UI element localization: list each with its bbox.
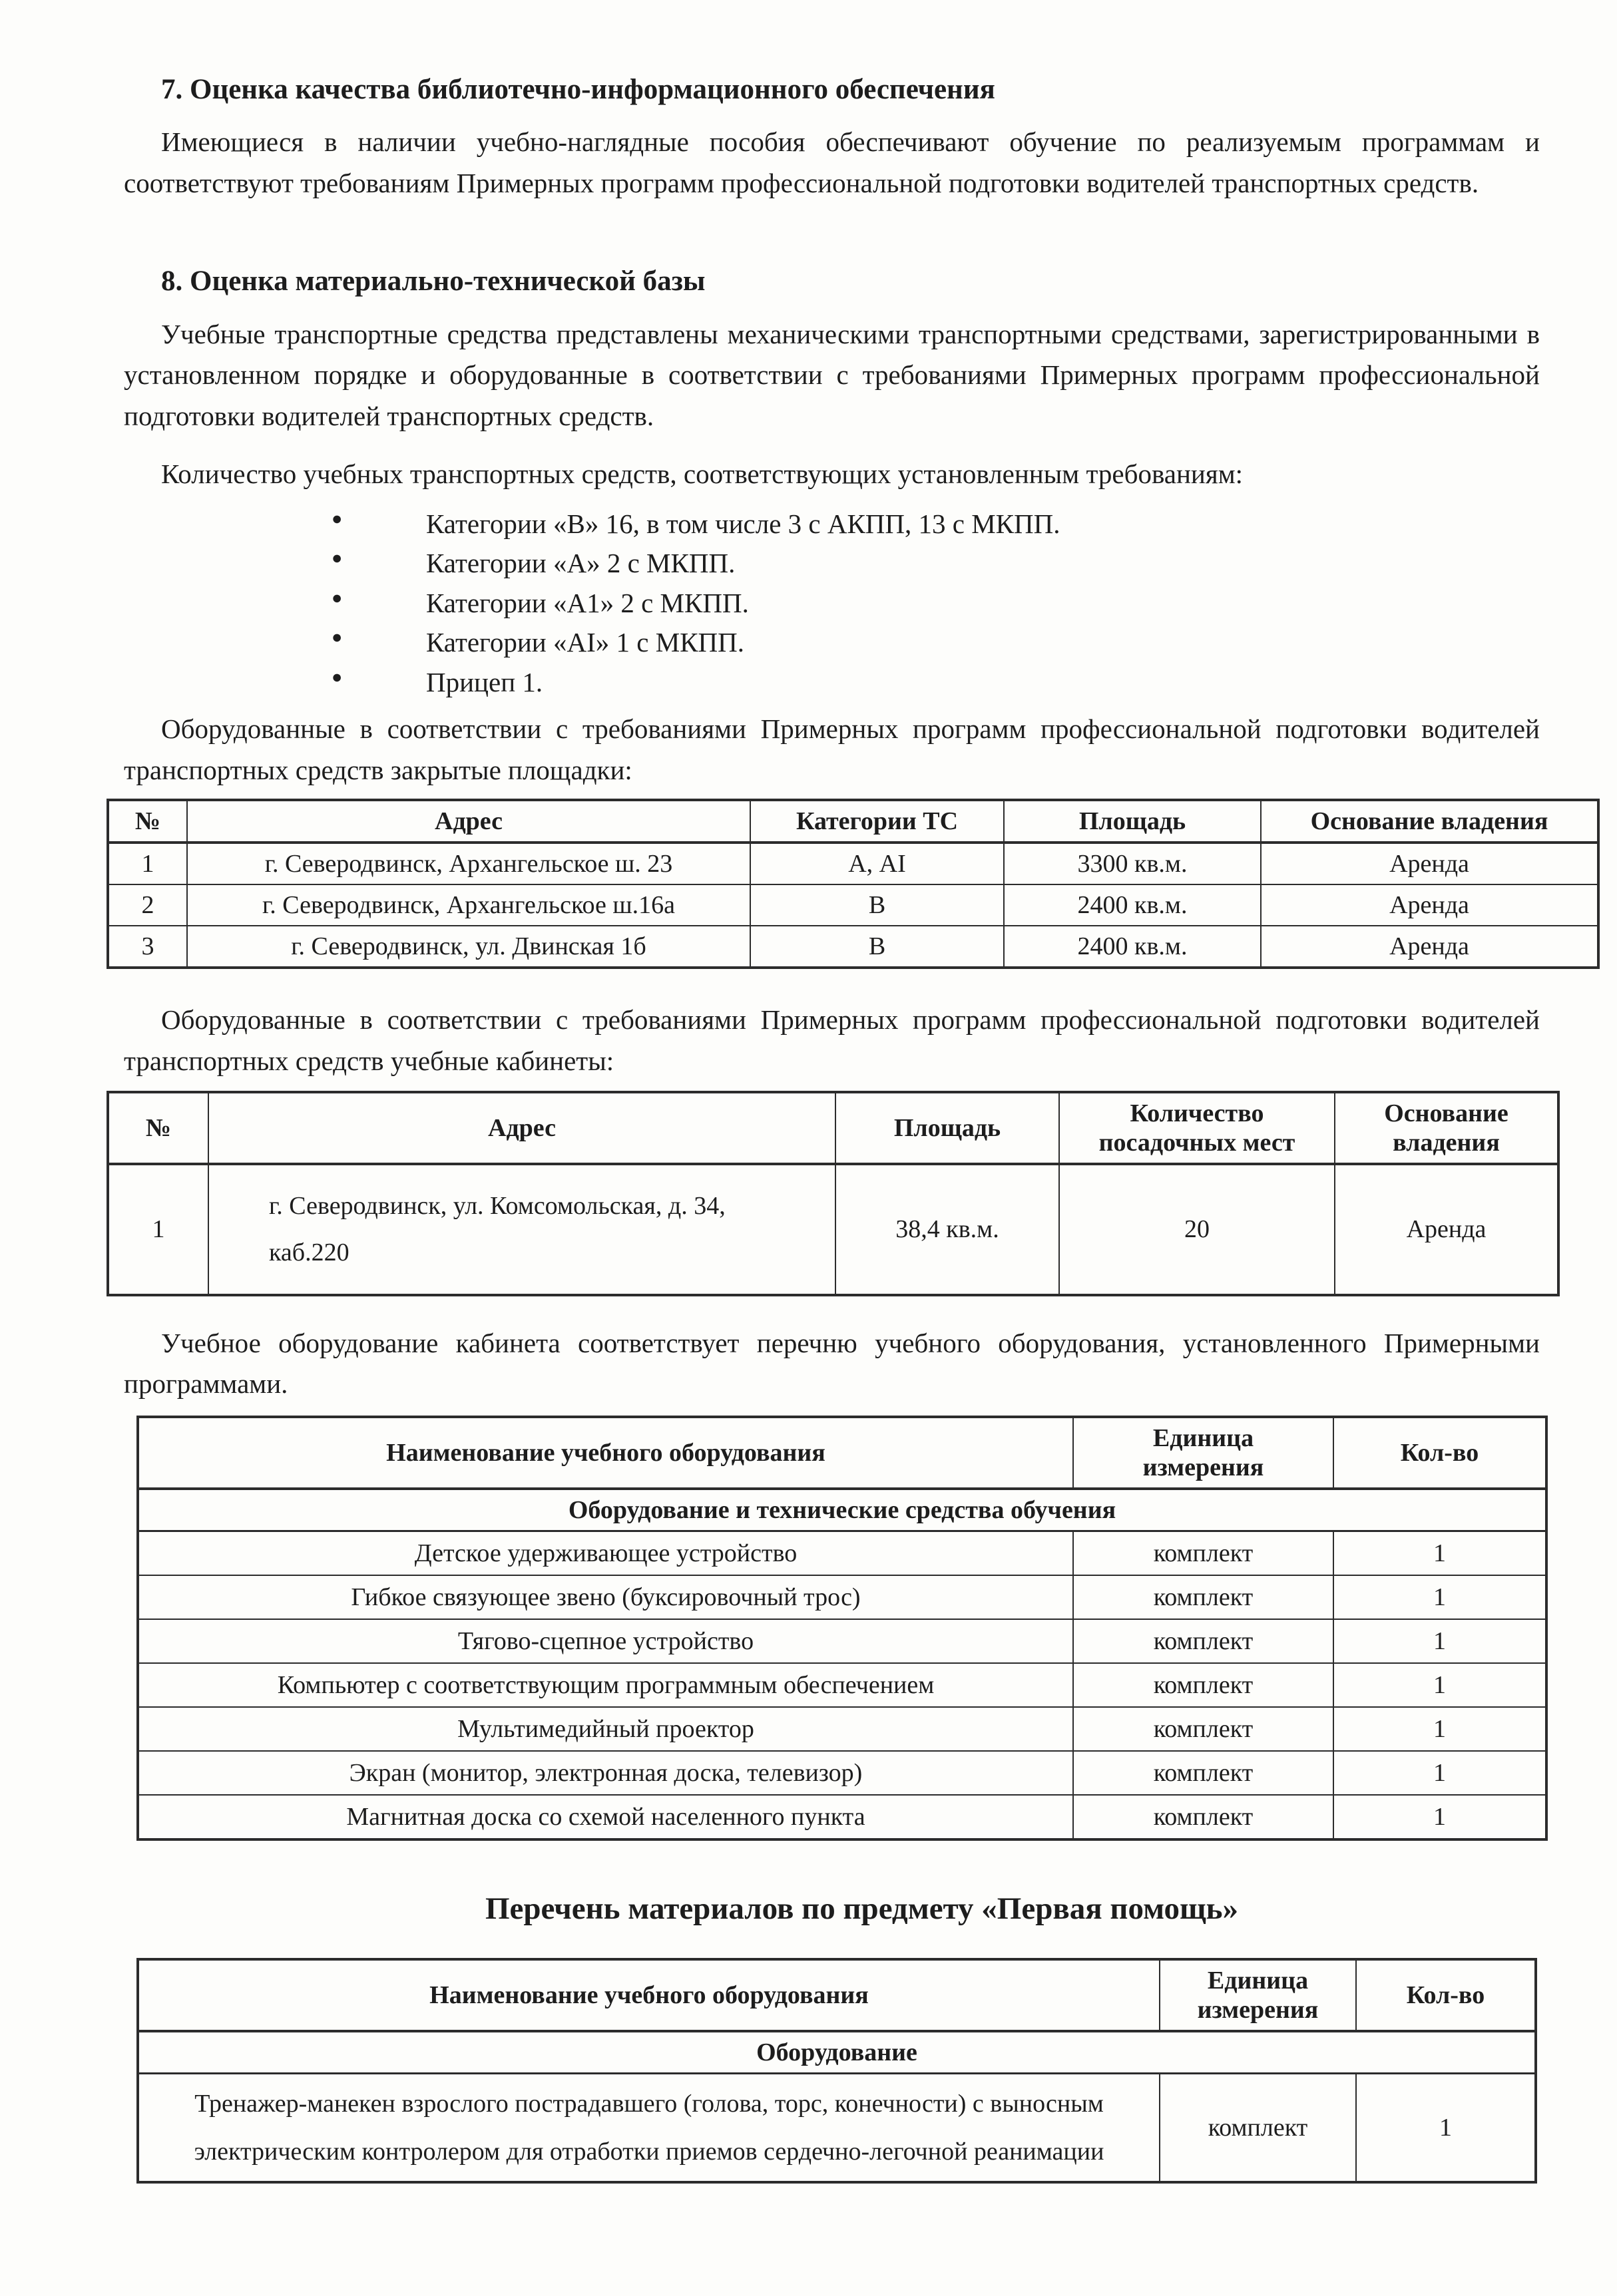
table-cell: г. Северодвинск, ул. Двинская 1б bbox=[187, 926, 750, 968]
column-header: Площадь bbox=[1004, 800, 1261, 843]
table-cell: Тренажер-манекен взрослого пострадавшего (голова, торс, конечности) с выносным электрическим контролером для отработки приемов сердечно-легочной реанимации bbox=[138, 2074, 1160, 2183]
table-cell: комплект bbox=[1073, 1619, 1333, 1663]
bullet-icon: ● bbox=[332, 627, 343, 648]
table-row bbox=[138, 1707, 1546, 1751]
section-title: Оборудование bbox=[138, 2031, 1536, 2074]
column-header: Наименование учебного оборудования bbox=[138, 1959, 1160, 2031]
table-cell: 1 bbox=[108, 843, 187, 884]
table-cell: г. Северодвинск, Архангельское ш. 23 bbox=[187, 843, 750, 884]
list-item bbox=[0, 663, 1617, 702]
column-header bbox=[1073, 1417, 1333, 1489]
table-cell: 3300 кв.м. bbox=[1004, 843, 1261, 884]
table-cell: А, АI bbox=[750, 843, 1004, 884]
column-header-text: Единица измерения bbox=[1142, 1424, 1264, 1481]
table-cell: 1 bbox=[1333, 1795, 1546, 1839]
column-header bbox=[835, 1092, 1059, 1164]
cabinets-intro: Оборудованные в соответствии с требованиями Примерных программ профессиональной подготовки водителей транспортных средств учебные кабинеты: bbox=[124, 1004, 1540, 1076]
table-cell: 1 bbox=[1333, 1531, 1546, 1575]
table-cell: Экран (монитор, электронная доска, телевизор) bbox=[138, 1751, 1073, 1795]
table-cell: комплект bbox=[1073, 1663, 1333, 1707]
sites-intro: Оборудованные в соответствии с требованиями Примерных программ профессиональной подготовки водителей транспортных средств закрытые площадки: bbox=[124, 713, 1540, 785]
table-cell: Аренда bbox=[1261, 843, 1598, 884]
bullet-text: Категории «А» 2 с МКПП. bbox=[426, 548, 736, 579]
table-header-row bbox=[108, 1092, 1558, 1164]
table-row bbox=[138, 2074, 1536, 2183]
column-header bbox=[108, 1092, 208, 1164]
section7-paragraph: Имеющиеся в наличии учебно-наглядные пособия обеспечивают обучение по реализуемым программам и соответствуют требованиям Примерных программ профессиональной подготовки водителей транспортных средств. bbox=[124, 126, 1540, 198]
table-cell: комплект bbox=[1073, 1751, 1333, 1795]
column-header: № bbox=[108, 800, 187, 843]
column-header: Наименование учебного оборудования bbox=[138, 1417, 1073, 1489]
section8-heading: 8. Оценка материально-технической базы bbox=[161, 266, 706, 297]
table-header-row bbox=[108, 800, 1598, 843]
first-aid-table bbox=[136, 1958, 1537, 2184]
bullet-icon: ● bbox=[332, 508, 343, 528]
table-row bbox=[108, 884, 1598, 926]
first-aid-title: Перечень материалов по предмету «Первая помощь» bbox=[485, 1891, 1239, 1926]
column-header-text: № bbox=[145, 1114, 172, 1143]
equipment-intro: Учебное оборудование кабинета соответствует перечню учебного оборудования, установленного Примерными программами. bbox=[124, 1327, 1540, 1400]
table-row bbox=[138, 1663, 1546, 1707]
table-cell: Мультимедийный проектор bbox=[138, 1707, 1073, 1751]
table-cell: 1 bbox=[1333, 1707, 1546, 1751]
table-row bbox=[108, 1164, 1558, 1295]
table-cell: 1 bbox=[1333, 1619, 1546, 1663]
cabinets-table bbox=[107, 1091, 1560, 1296]
table-cell: 1 bbox=[1333, 1751, 1546, 1795]
table-row bbox=[108, 926, 1598, 968]
section8-paragraph: Учебные транспортные средства представлены механическими транспортными средствами, зарегистрированными в установленном порядке и оборудованные в соответствии с требованиями Примерных программ профессиональной подготовки водителей транспортных средств. bbox=[124, 318, 1540, 431]
table-row bbox=[108, 843, 1598, 884]
vehicle-count-intro: Количество учебных транспортных средств, соответствующих установленным требованиям: bbox=[161, 459, 1244, 490]
table-row bbox=[138, 1751, 1546, 1795]
classroom-equipment-table bbox=[136, 1416, 1548, 1841]
table-cell: г. Северодвинск, Архангельское ш.16а bbox=[187, 884, 750, 926]
table-cell: 1 bbox=[1356, 2074, 1536, 2183]
list-item bbox=[0, 623, 1617, 662]
table-cell: комплект bbox=[1073, 1575, 1333, 1619]
table-header-row bbox=[138, 1417, 1546, 1489]
list-item bbox=[0, 584, 1617, 623]
column-header-text: Единица измерения bbox=[1197, 1967, 1319, 2024]
table-row bbox=[138, 1619, 1546, 1663]
table-cell bbox=[208, 1164, 835, 1295]
list-item bbox=[0, 504, 1617, 544]
vehicle-bullet-list bbox=[0, 504, 1617, 702]
table-cell: 3 bbox=[108, 926, 187, 968]
table-section-row bbox=[138, 2031, 1536, 2074]
bullet-text: Категории «В» 16, в том числе 3 с АКПП, 13 с МКПП. bbox=[426, 508, 1060, 539]
table-cell: Компьютер с соответствующим программным обеспечением bbox=[138, 1663, 1073, 1707]
section-title: Оборудование и технические средства обучения bbox=[138, 1489, 1546, 1531]
table-cell: комплект bbox=[1073, 1795, 1333, 1839]
bullet-icon: ● bbox=[332, 587, 343, 608]
table-cell: комплект bbox=[1160, 2074, 1356, 2183]
column-header-text: Адрес bbox=[488, 1114, 556, 1143]
list-item bbox=[0, 544, 1617, 583]
table-cell: Гибкое связующее звено (буксировочный трос) bbox=[138, 1575, 1073, 1619]
column-header-text: Площадь bbox=[893, 1114, 1001, 1143]
sites-table bbox=[107, 799, 1600, 969]
section7-heading: 7. Оценка качества библиотечно-информационного обеспечения bbox=[161, 74, 995, 105]
bullet-icon: ● bbox=[332, 548, 343, 568]
table-cell: 2400 кв.м. bbox=[1004, 926, 1261, 968]
column-header-text: Количество посадочных мест bbox=[1098, 1099, 1295, 1157]
table-cell: Аренда bbox=[1261, 926, 1598, 968]
table-cell: 20 bbox=[1059, 1164, 1335, 1295]
table-cell: Аренда bbox=[1261, 884, 1598, 926]
table-cell: В bbox=[750, 884, 1004, 926]
table-row bbox=[138, 1575, 1546, 1619]
table-cell: 2 bbox=[108, 884, 187, 926]
table-header-row bbox=[138, 1959, 1536, 2031]
column-header: Адрес bbox=[187, 800, 750, 843]
bullet-text: Категории «А1» 2 с МКПП. bbox=[426, 587, 749, 618]
table-cell: 1 bbox=[1333, 1663, 1546, 1707]
table-cell: Магнитная доска со схемой населенного пункта bbox=[138, 1795, 1073, 1839]
table-cell: Тягово-сцепное устройство bbox=[138, 1619, 1073, 1663]
column-header: Категории ТС bbox=[750, 800, 1004, 843]
table-cell: Детское удерживающее устройство bbox=[138, 1531, 1073, 1575]
table-cell: Аренда bbox=[1335, 1164, 1558, 1295]
column-header bbox=[1059, 1092, 1335, 1164]
table-cell: комплект bbox=[1073, 1531, 1333, 1575]
table-cell: В bbox=[750, 926, 1004, 968]
column-header bbox=[1335, 1092, 1558, 1164]
table-cell: 38,4 кв.м. bbox=[835, 1164, 1059, 1295]
column-header: Кол-во bbox=[1333, 1417, 1546, 1489]
table-cell: 1 bbox=[108, 1164, 208, 1295]
table-cell: 1 bbox=[1333, 1575, 1546, 1619]
table-cell: 2400 кв.м. bbox=[1004, 884, 1261, 926]
bullet-icon: ● bbox=[332, 666, 343, 687]
column-header bbox=[208, 1092, 835, 1164]
table-section-row bbox=[138, 1489, 1546, 1531]
table-cell: комплект bbox=[1073, 1707, 1333, 1751]
bullet-text: Прицеп 1. bbox=[426, 666, 543, 697]
table-row bbox=[138, 1795, 1546, 1839]
bullet-text: Категории «АI» 1 с МКПП. bbox=[426, 627, 744, 658]
column-header bbox=[1160, 1959, 1356, 2031]
address-text: г. Северодвинск, ул. Комсомольская, д. 34, каб.220 bbox=[269, 1192, 726, 1267]
column-header-text: Основание владения bbox=[1384, 1099, 1508, 1157]
column-header: Кол-во bbox=[1356, 1959, 1536, 2031]
table-row bbox=[138, 1531, 1546, 1575]
column-header: Основание владения bbox=[1261, 800, 1598, 843]
